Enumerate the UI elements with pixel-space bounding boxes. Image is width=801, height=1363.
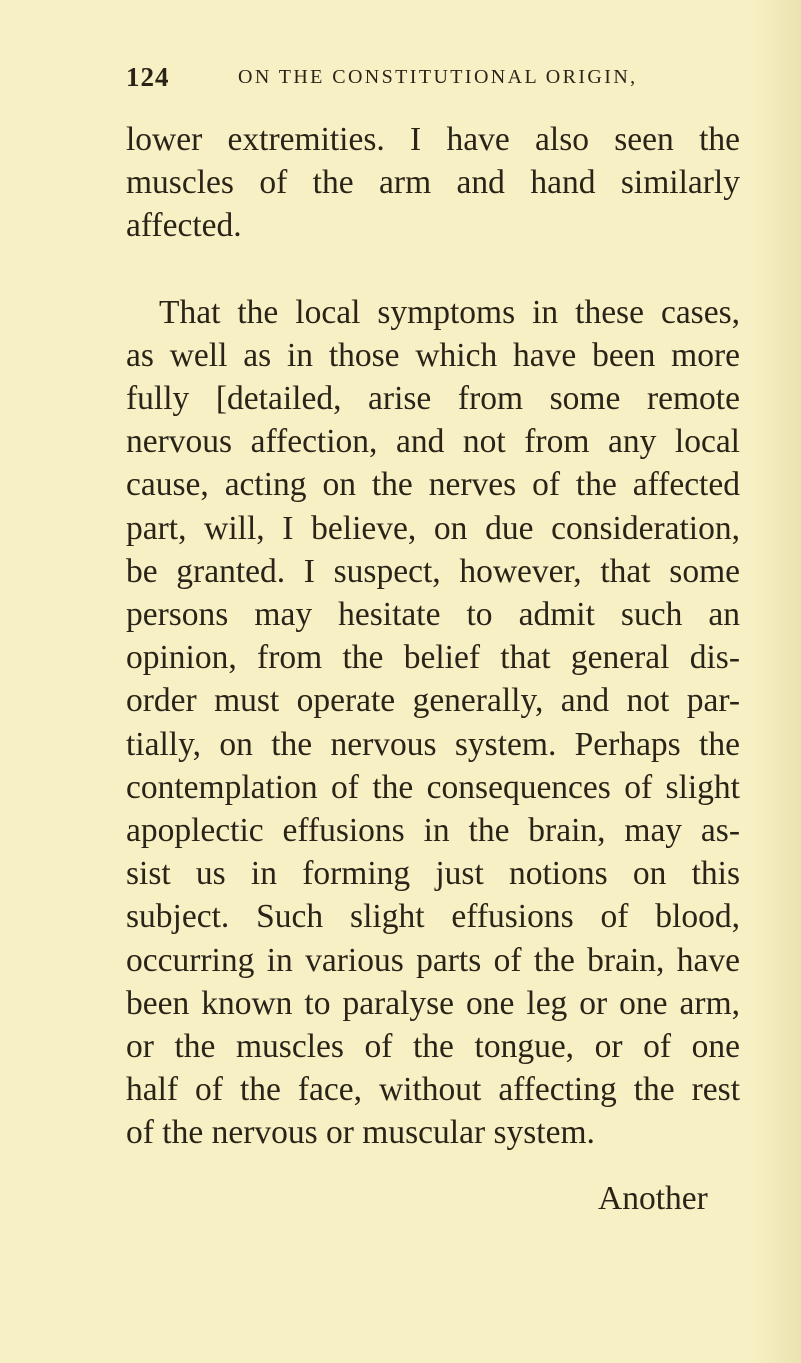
text-line: subject. Such slight effusions of blood,: [126, 898, 740, 936]
paragraph-gap: [126, 248, 740, 291]
text-line: or the muscles of the tongue, or of one: [126, 1028, 740, 1066]
text-line: sist us in forming just notions on this: [126, 855, 740, 893]
text-line: apoplectic effusions in the brain, may as-: [126, 812, 740, 850]
text-line: muscles of the arm and hand similarly: [126, 164, 740, 202]
text-line: as well as in those which have been more: [126, 336, 740, 374]
page-number: 124: [126, 62, 170, 92]
text-line: cause, acting on the nerves of the affected: [126, 466, 740, 504]
running-head: ON THE CONSTITUTIONAL ORIGIN,: [238, 66, 638, 88]
text-line: part, will, I believe, on due consideration,: [126, 509, 740, 547]
text-line: fully [detailed, arise from some remote: [126, 380, 740, 418]
text-line: of the nervous or muscular system.: [126, 1114, 595, 1152]
text-line: occurring in various parts of the brain, have: [126, 941, 740, 979]
text-line: nervous affection, and not from any local: [126, 423, 740, 461]
text-line: lower extremities. I have also seen the: [126, 121, 740, 158]
catchword: Another: [598, 1180, 708, 1217]
text-line: order must operate generally, and not par-: [126, 682, 740, 720]
text-line: tially, on the nervous system. Perhaps the: [126, 725, 740, 763]
text-line: half of the face, without affecting the rest: [126, 1071, 740, 1109]
text-line: persons may hesitate to admit such an: [126, 596, 740, 634]
paragraph-1: [126, 118, 740, 248]
text-line: opinion, from the belief that general dis-: [126, 639, 740, 677]
page-header: [126, 62, 686, 98]
text-line: been known to paralyse one leg or one arm,: [126, 984, 740, 1022]
text-line: That the local symptoms in these cases,: [159, 293, 740, 331]
body-text: [126, 118, 740, 1155]
text-line: contemplation of the consequences of slight: [126, 768, 740, 806]
text-line: be granted. I suspect, however, that some: [126, 552, 740, 590]
text-line: affected.: [126, 207, 242, 245]
paragraph-2: [126, 291, 740, 1155]
